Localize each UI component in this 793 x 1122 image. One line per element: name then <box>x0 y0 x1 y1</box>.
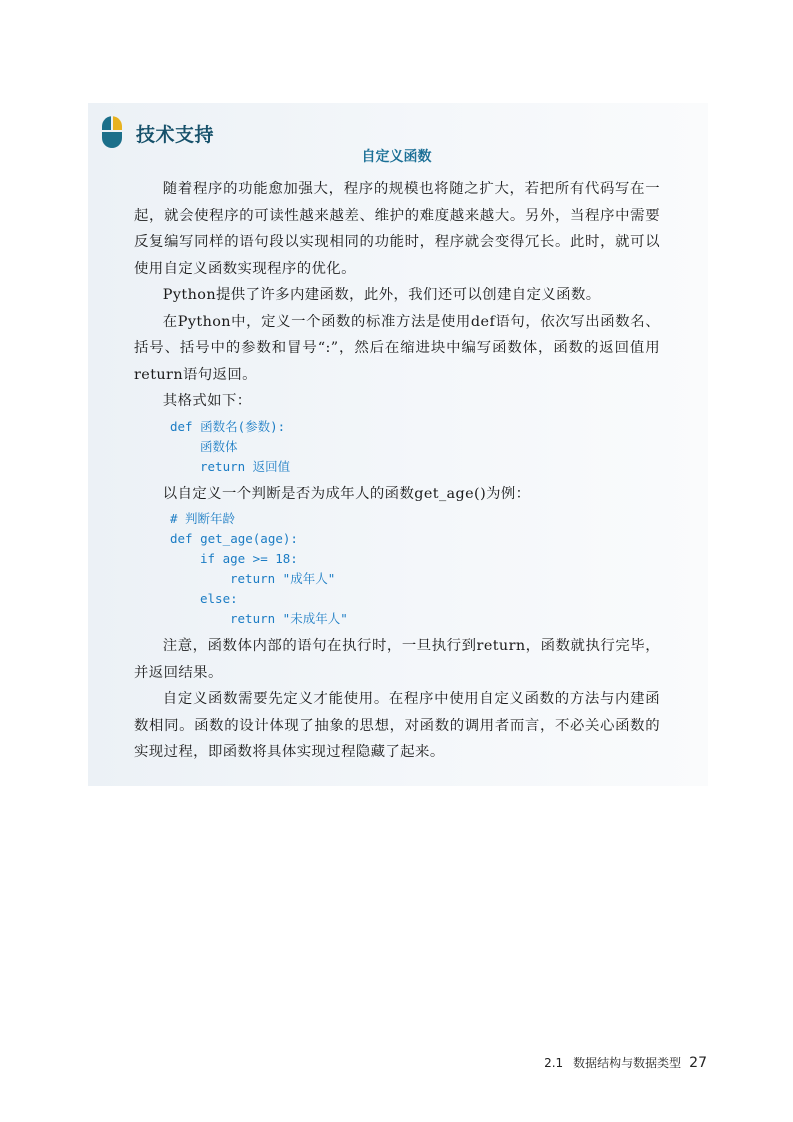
paragraph-intro: 随着程序的功能愈加强大，程序的规模也将随之扩大，若把所有代码写在一起，就会使程序的可读性越来越差、维护的难度越来越大。另外，当程序中需要反复编写同样的语句段以实现相同的功能时，程序就会变得冗长。此时，就可以使用自定义函数实现程序的优化。 <box>134 181 660 277</box>
code-line: if age >= 18: <box>200 551 298 566</box>
paragraph-python-builtin: Python提供了许多内建函数，此外，我们还可以创建自定义函数。 <box>162 287 601 303</box>
code-line: return 返回值 <box>200 458 291 474</box>
page-number: 27 <box>689 1055 707 1071</box>
box-title: 技术支持 <box>136 124 215 146</box>
page-footer <box>544 1054 707 1071</box>
code-line: return "成年人" <box>230 571 336 586</box>
code-line: 函数体 <box>200 438 238 454</box>
code-block-format <box>134 417 660 477</box>
code-block-example <box>134 509 660 629</box>
footer-section-number: 2.1 <box>544 1056 564 1070</box>
article-body <box>134 176 660 766</box>
paragraph-abstraction: 自定义函数需要先定义才能使用。在程序中使用自定义函数的方法与内建函数相同。函数的设计体现了抽象的思想，对函数的调用者而言，不必关心函数的实现过程，即函数将具体实现过程隐藏了起来。 <box>134 691 660 760</box>
section-title: 自定义函数 <box>361 149 432 165</box>
code-comment: # 判断年龄 <box>170 511 236 526</box>
code-line: def get_age(age): <box>170 531 298 546</box>
paragraph-return-note: 注意，函数体内部的语句在执行时，一旦执行到return，函数就执行完毕，并返回结果。 <box>134 638 660 681</box>
code-line: def 函数名(参数): <box>170 418 286 434</box>
code-line: else: <box>200 591 238 606</box>
paragraph-format-label: 其格式如下： <box>162 393 252 409</box>
code-line: return "未成年人" <box>230 611 348 626</box>
paragraph-def-statement: 在Python中，定义一个函数的标准方法是使用def语句，依次写出函数名、括号、括号中的参数和冒号“:”，然后在缩进块中编写函数体，函数的返回值用return语句返回。 <box>134 313 660 383</box>
footer-section-name: 数据结构与数据类型 <box>573 1056 682 1070</box>
paragraph-example-intro: 以自定义一个判断是否为成年人的函数get_age()为例： <box>162 485 531 502</box>
mouse-icon <box>100 116 124 150</box>
